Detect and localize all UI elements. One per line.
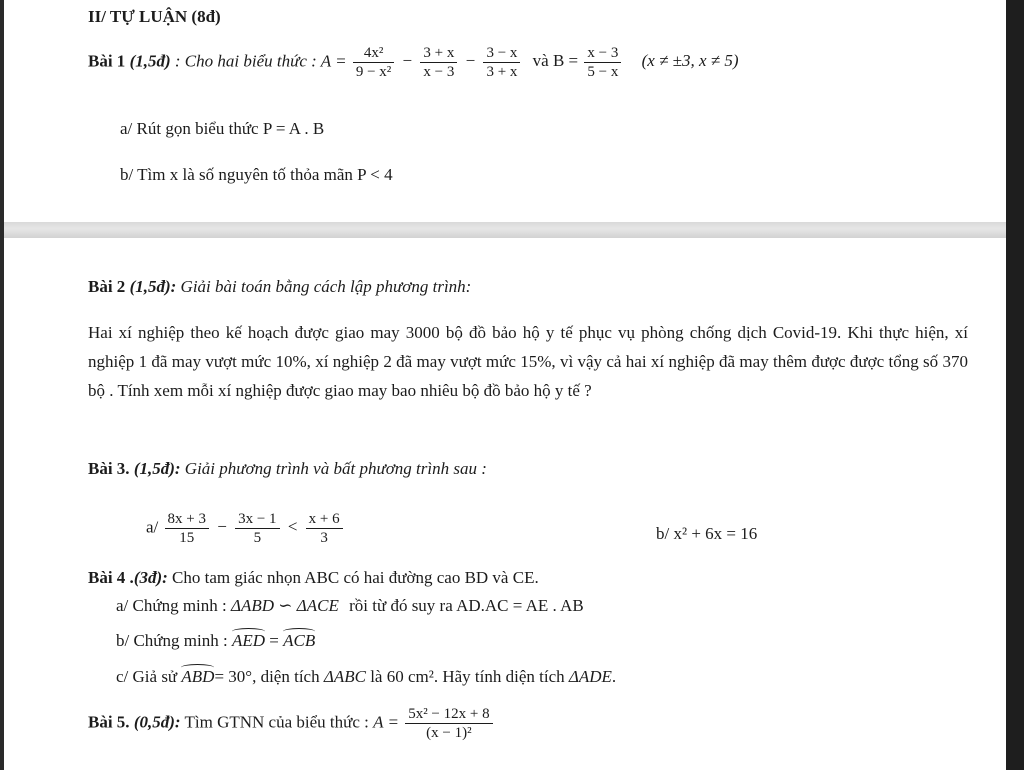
bai4-part-c-middle: là 60 cm². Hãy tính diện tích (370, 667, 565, 686)
bai3-part-b: b/ x² + 6x = 16 (656, 524, 758, 543)
bai4-part-a-prefix: a/ Chứng minh : (116, 596, 227, 615)
bai1-fraction-1 (353, 44, 394, 81)
bai4-part-c-value: = 30°, diện tích (214, 667, 320, 686)
bai3-fraction-3 (306, 510, 343, 547)
bai4-part-a-suffix: rồi từ đó suy ra AD.AC = AE . AB (349, 596, 584, 615)
bai1-intro: : Cho hai biểu thức : A = (174, 51, 347, 71)
bai5-label: Bài 5. (88, 712, 130, 732)
bai3-label: Bài 3. (88, 459, 130, 478)
bai4-part-c (116, 666, 616, 688)
bai4-part-c-prefix: c/ Giả sử (116, 667, 178, 686)
bai3-fraction-3-num: x + 6 (306, 510, 343, 529)
bai4-label: Bài 4 . (88, 568, 134, 587)
bai3-less-than: < (287, 517, 298, 537)
bai3-part-a-label: a/ (146, 517, 159, 537)
bai4-triangle-abc: ΔABC (323, 667, 366, 686)
bai5-fraction-den: (x − 1)² (426, 725, 472, 741)
bai3-heading (88, 458, 487, 480)
bai1-fraction-1-den: 9 − x² (355, 64, 392, 80)
bai1-fraction-3-den: 3 + x (486, 64, 518, 80)
bai1-fraction-3 (483, 44, 520, 81)
bai3-instruction: Giải phương trình và bất phương trình sau : (184, 459, 487, 478)
worksheet-top (4, 0, 1006, 222)
bai2-heading (88, 276, 471, 298)
bai1-fraction-2-den: x − 3 (423, 64, 455, 80)
bai4-part-a (116, 595, 584, 617)
bai2-score: (1,5đ): (129, 277, 177, 296)
bai5-statement (88, 705, 495, 742)
bai4-score: (3đ): (133, 568, 168, 587)
bai4-angle-aed: AED (231, 631, 265, 650)
bai3-fraction-3-den: 3 (320, 530, 328, 546)
bai3-score: (1,5đ): (133, 459, 181, 478)
bai1-statement (88, 44, 739, 81)
page-gap (4, 222, 1006, 238)
bai1-fraction-3-num: 3 − x (483, 44, 520, 63)
bai5-fraction-num: 5x² − 12x + 8 (405, 705, 492, 724)
bai1-minus-1: − (402, 51, 413, 71)
bai2-body: Hai xí nghiệp theo kế hoạch được giao may 3000 bộ đồ bảo hộ y tế phục vụ phòng chống dịch Covid-19. Khi thực hiện, xí nghiệp 1 đã may vượt mức 10%, xí nghiệp 2 đã may vượt mức 15%, vì vậy cả hai xí nghiệp đã may thêm được được tổng số 370 bộ . Tính xem mỗi xí nghiệp được giao may bao nhiêu bộ đồ bảo hộ y tế ? (88, 323, 968, 400)
bai1-condition: (x ≠ ±3, x ≠ 5) (641, 51, 739, 71)
bai3-fraction-1-den: 15 (179, 530, 195, 546)
bai1-part-b: b/ Tìm x là số nguyên tố thỏa mãn P < 4 (120, 165, 393, 184)
bai5-score: (0,5đ): (133, 712, 181, 732)
bai3-fraction-2-num: 3x − 1 (235, 510, 279, 529)
bai1-fraction-b-num: x − 3 (584, 44, 621, 63)
bai3-fraction-2-den: 5 (253, 530, 262, 546)
bai3-fraction-1 (165, 510, 209, 547)
bai1-label: Bài 1 (88, 51, 126, 71)
bai4-triangle-abd: ΔABD (231, 596, 275, 615)
bai1-part-a: a/ Rút gọn biểu thức P = A . B (120, 119, 325, 138)
bai4-equals: = (269, 631, 279, 650)
bai3-part-a (146, 510, 345, 547)
bai1-minus-2: − (465, 51, 476, 71)
bai1-fraction-2 (420, 44, 457, 81)
bai3-fraction-1-num: 8x + 3 (165, 510, 209, 529)
bai4-angle-abd: ABD (181, 667, 215, 686)
bai2-label: Bài 2 (88, 277, 126, 296)
bai1-fraction-b (584, 44, 621, 81)
bai4-heading (88, 567, 539, 589)
bai1-score: (1,5đ) (129, 51, 171, 71)
bai1-fraction-b-den: 5 − x (587, 64, 619, 80)
bai3-minus: − (217, 517, 227, 537)
bai2-instruction: Giải bài toán bằng cách lập phương trình: (180, 277, 472, 296)
bai4-part-b-prefix: b/ Chứng minh : (116, 631, 228, 650)
bai5-variable: A = (373, 712, 399, 732)
bai4-intro: Cho tam giác nhọn ABC có hai đường cao BD và CE. (172, 568, 539, 587)
bai1-fraction-2-num: 3 + x (420, 44, 457, 63)
bai4-part-c-end: . (611, 667, 617, 686)
bai4-triangle-ace: ΔACE (296, 596, 339, 615)
section-title: II/ TỰ LUẬN (8đ) (88, 7, 221, 26)
bai5-fraction (405, 705, 492, 742)
right-frame-edge (1006, 0, 1024, 770)
bai1-fraction-1-num: 4x² (353, 44, 394, 63)
bai4-similar-symbol: ∽ (278, 596, 293, 615)
bai4-triangle-ade: ΔADE (568, 667, 612, 686)
bai4-part-b (116, 630, 315, 652)
bai4-angle-acb: ACB (283, 631, 316, 650)
bai3-fraction-2 (235, 510, 279, 547)
bai1-and-b: và B = (532, 51, 579, 71)
bai5-intro: Tìm GTNN của biểu thức : (184, 712, 369, 732)
